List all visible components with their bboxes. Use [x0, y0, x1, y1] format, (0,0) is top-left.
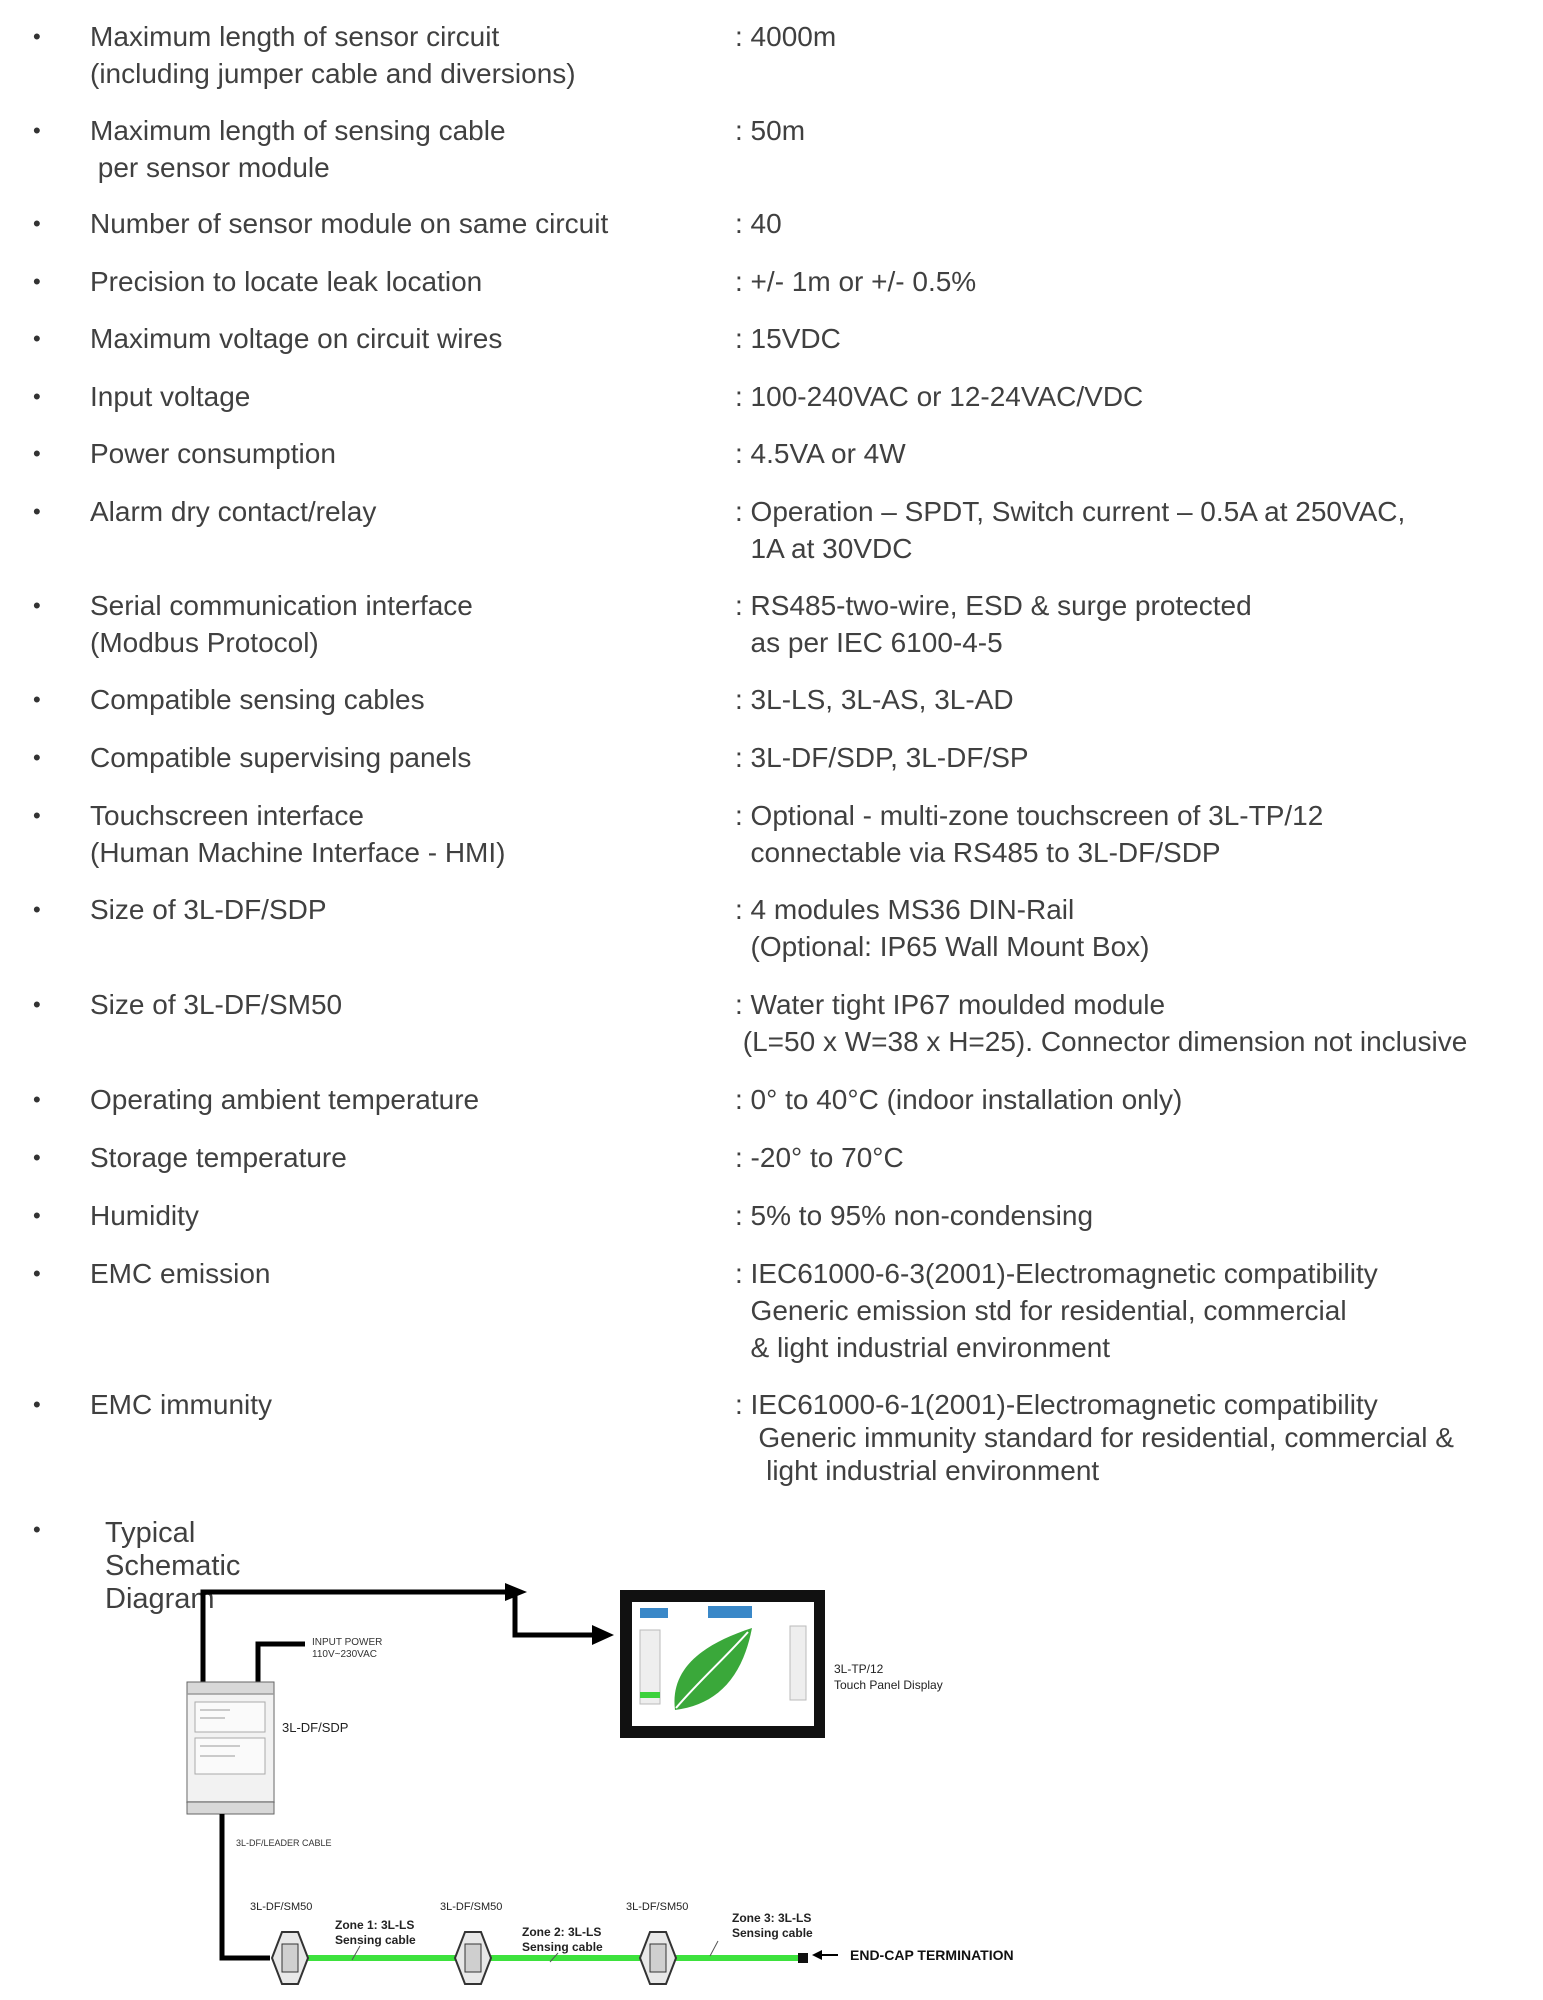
spec-label: Precision to locate leak location: [90, 266, 483, 297]
bullet: •: [33, 745, 41, 770]
spec-label: Maximum length of sensor circuit (including jumper cable and diversions): [90, 21, 576, 89]
spec-value: : 3L-DF/SDP, 3L-DF/SP: [735, 742, 1029, 773]
input-power-label: INPUT POWER: [312, 1637, 383, 1648]
zone-label-line2: Sensing cable: [335, 1933, 416, 1947]
zone-label-line1: Zone 2: 3L-LS: [522, 1925, 602, 1939]
bullet: •: [33, 499, 41, 524]
spec-value: : -20° to 70°C: [735, 1142, 904, 1173]
spec-label: Storage temperature: [90, 1142, 347, 1173]
spec-label: Maximum voltage on circuit wires: [90, 323, 503, 354]
spec-value: : RS485-two-wire, ESD & surge protected as per IEC 6100-4-5: [735, 590, 1252, 658]
end-cap-label: END-CAP TERMINATION: [850, 1947, 1014, 1963]
end-cap-arrow: [812, 1947, 1014, 1963]
spec-label: Power consumption: [90, 438, 336, 469]
spec-value: : 3L-LS, 3L-AS, 3L-AD: [735, 684, 1014, 715]
module-label: 3L-DF/SM50: [250, 1901, 313, 1913]
bullet: •: [33, 803, 41, 828]
bullet: •: [33, 1517, 41, 1542]
zone-label-line1: Zone 3: 3L-LS: [732, 1911, 812, 1925]
spec-label: Size of 3L-DF/SM50: [90, 989, 343, 1020]
bullet: •: [33, 118, 41, 143]
bullet: •: [33, 897, 41, 922]
spec-value: : IEC61000-6-3(2001)-Electromagnetic compatibility Generic emission std for residential, commercial & light industrial environment: [735, 1258, 1378, 1363]
spec-value: : 4.5VA or 4W: [735, 438, 906, 469]
spec-label: Operating ambient temperature: [90, 1084, 480, 1115]
spec-label: EMC emission: [90, 1258, 271, 1289]
sensor-module-2: [440, 1901, 502, 1984]
spec-value: : +/- 1m or +/- 0.5%: [735, 266, 977, 297]
spec-value: : 5% to 95% non-condensing: [735, 1200, 1094, 1231]
bullet: •: [33, 1261, 41, 1286]
spec-label: EMC immunity: [90, 1389, 273, 1420]
zone-label-line2: Sensing cable: [732, 1926, 813, 1940]
bullet: •: [33, 687, 41, 712]
supervising-panel-3l-df-sdp: [187, 1682, 348, 1814]
spec-value: : Optional - multi-zone touchscreen of 3L-TP/12 connectable via RS485 to 3L-DF/SDP: [735, 800, 1324, 868]
bullet: •: [33, 441, 41, 466]
input-power-range: 110V~230VAC: [312, 1649, 377, 1660]
spec-value: : Operation – SPDT, Switch current – 0.5A at 250VAC, 1A at 30VDC: [735, 496, 1406, 564]
bullet: •: [33, 384, 41, 409]
bullet: •: [33, 1145, 41, 1170]
schematic-diagram: [0, 1570, 1543, 2000]
spec-label: Humidity: [90, 1200, 199, 1231]
sensor-module-1: [250, 1901, 312, 1984]
spec-label: Size of 3L-DF/SDP: [90, 894, 327, 925]
zone-label-line1: Zone 1: 3L-LS: [335, 1918, 415, 1932]
sensor-module-3: [626, 1901, 688, 1984]
spec-label: Alarm dry contact/relay: [90, 496, 377, 527]
rs485-link-arrow: [203, 1583, 614, 1685]
input-power-wire: [258, 1637, 382, 1690]
bullet: •: [33, 1392, 41, 1417]
zone-3-label: [710, 1911, 813, 1956]
spec-value: : 0° to 40°C (indoor installation only): [735, 1084, 1183, 1115]
bullet: •: [33, 326, 41, 351]
bullet: •: [33, 992, 41, 1017]
spec-label: Compatible supervising panels: [90, 742, 472, 773]
spec-value: : 4 modules MS36 DIN-Rail (Optional: IP65 Wall Mount Box): [735, 894, 1150, 962]
bullet: •: [33, 1087, 41, 1112]
zone-1-label: [335, 1918, 416, 1960]
spec-label: Touchscreen interface (Human Machine Interface - HMI): [90, 800, 506, 868]
spec-value: : 4000m: [735, 21, 837, 52]
module-label: 3L-DF/SM50: [626, 1901, 689, 1913]
bullet: •: [33, 1203, 41, 1228]
spec-value: : 50m: [735, 115, 806, 146]
leader-cable: [222, 1814, 332, 1958]
spec-label: Serial communication interface (Modbus Protocol): [90, 590, 473, 658]
spec-label: Maximum length of sensing cable per sensor module: [90, 115, 506, 183]
bullet: •: [33, 24, 41, 49]
spec-value: : 100-240VAC or 12-24VAC/VDC: [735, 381, 1144, 412]
spec-label: Number of sensor module on same circuit: [90, 208, 609, 239]
touch-panel-display: [620, 1590, 943, 1738]
spec-value: : 15VDC: [735, 323, 841, 354]
diagram-heading: Typical Schematic Diagram: [105, 1517, 241, 1615]
spec-value: : IEC61000-6-1(2001)-Electromagnetic compatibility Generic immunity standard for residential, commercial & light industrial environment: [735, 1389, 1454, 1486]
end-cap: [798, 1953, 808, 1963]
spec-value: : Water tight IP67 moulded module (L=50 x W=38 x H=25). Connector dimension not inclusive: [735, 989, 1468, 1057]
display-label: 3L-TP/12: [834, 1662, 884, 1676]
panel-label: 3L-DF/SDP: [282, 1720, 349, 1735]
display-sublabel: Touch Panel Display: [834, 1678, 943, 1692]
leader-cable-label: 3L-DF/LEADER CABLE: [236, 1838, 332, 1848]
bullet: •: [33, 269, 41, 294]
module-label: 3L-DF/SM50: [440, 1901, 503, 1913]
bullet: •: [33, 211, 41, 236]
zone-label-line2: Sensing cable: [522, 1940, 603, 1954]
spec-label: Input voltage: [90, 381, 251, 412]
bullet: •: [33, 593, 41, 618]
spec-label: Compatible sensing cables: [90, 684, 425, 715]
spec-value: : 40: [735, 208, 782, 239]
